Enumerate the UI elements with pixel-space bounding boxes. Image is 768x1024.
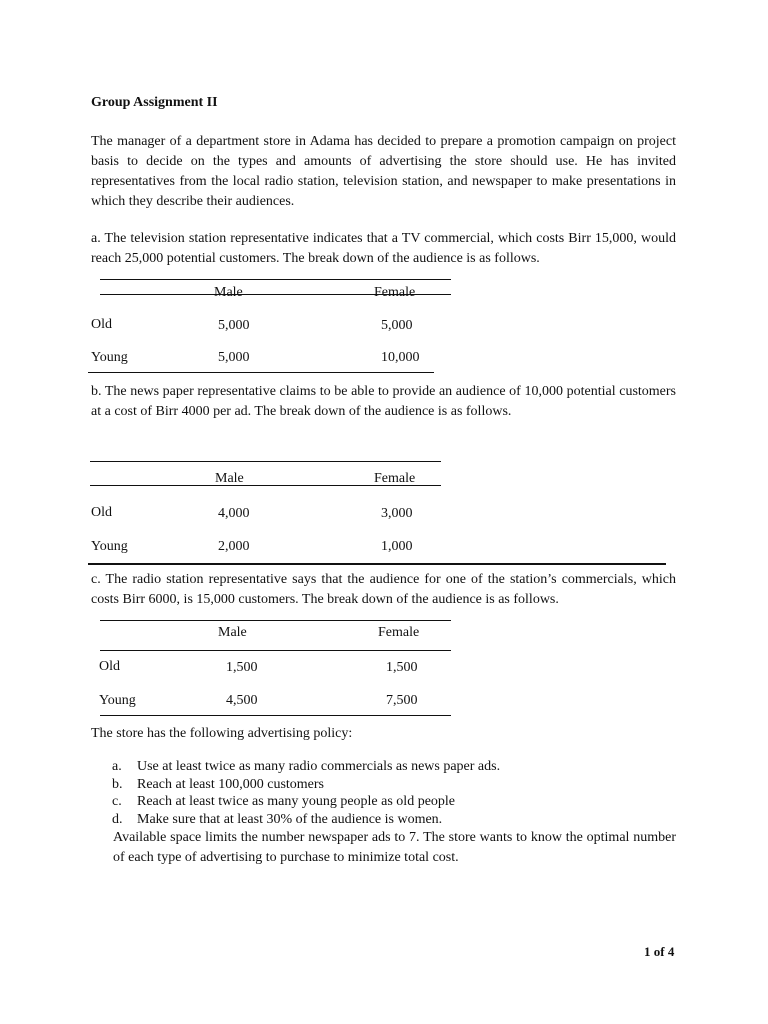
cell-young-female: 1,000 bbox=[381, 539, 413, 554]
cell-old-male: 5,000 bbox=[218, 318, 250, 333]
closing-paragraph: Available space limits the number newspaper ads to 7. The store wants to know the optimal number of each type of advertising to purchase to minimize total cost. bbox=[113, 830, 676, 865]
table-bottom-rule bbox=[100, 715, 451, 716]
list-marker: a. bbox=[112, 759, 122, 774]
list-marker: c. bbox=[112, 794, 122, 809]
cell-old-female: 3,000 bbox=[381, 506, 413, 521]
table-top-rule bbox=[100, 279, 451, 280]
intro-paragraph: The manager of a department store in Adama has decided to prepare a promotion campaign on project basis to decide on the types and amounts of advertising the store should use. He has invited representatives from the local radio station, television station, and newspaper to make presentations in which they describe their audiences. bbox=[91, 134, 676, 209]
list-item bbox=[112, 776, 682, 794]
table-bottom-rule bbox=[88, 372, 434, 373]
column-header-female: Female bbox=[378, 625, 420, 640]
cell-young-male: 2,000 bbox=[218, 539, 250, 554]
list-marker: b. bbox=[112, 776, 123, 792]
list-item bbox=[112, 811, 682, 829]
list-item-text: Reach at least twice as many young people as old people bbox=[137, 794, 456, 809]
page-title: Group Assignment II bbox=[91, 95, 218, 110]
row-label-young: Young bbox=[99, 693, 136, 708]
policy-intro: The store has the following advertising policy: bbox=[91, 726, 353, 741]
table-top-rule bbox=[90, 461, 441, 462]
cell-old-female: 1,500 bbox=[386, 660, 418, 675]
page-number: 1 of 4 bbox=[644, 944, 675, 959]
column-header-male: Male bbox=[215, 471, 244, 486]
cell-young-female: 7,500 bbox=[386, 693, 418, 708]
list-item-text: Use at least twice as many radio commercials as news paper ads. bbox=[137, 759, 501, 774]
list-marker: d. bbox=[112, 811, 123, 827]
section-c-text: c. The radio station representative says that the audience for one of the station’s commercials, which costs Birr 6000, is 15,000 customers. The break down of the audience is as follows. bbox=[91, 572, 676, 607]
cell-old-male: 4,000 bbox=[218, 506, 250, 521]
section-b-text: b. The news paper representative claims to be able to provide an audience of 10,000 potential customers at a cost of Birr 4000 per ad. The break down of the audience is as follows. bbox=[91, 384, 676, 419]
table-bottom-rule bbox=[88, 563, 666, 565]
column-header-male: Male bbox=[218, 625, 247, 640]
section-a-text: a. The television station representative indicates that a TV commercial, which costs Birr 15,000, would reach 25,000 potential customers. The break down of the audience is as follows. bbox=[91, 231, 676, 266]
column-header-male: Male bbox=[214, 285, 243, 300]
row-label-young: Young bbox=[91, 350, 128, 365]
row-label-young: Young bbox=[91, 539, 128, 554]
row-label-old: Old bbox=[91, 505, 112, 520]
cell-old-male: 1,500 bbox=[226, 660, 258, 675]
cell-young-male: 5,000 bbox=[218, 350, 250, 365]
policy-list bbox=[112, 758, 682, 828]
list-item-text: Reach at least 100,000 customers bbox=[137, 776, 325, 792]
table-header-rule bbox=[100, 650, 451, 651]
cell-young-male: 4,500 bbox=[226, 693, 258, 708]
list-item-text: Make sure that at least 30% of the audience is women. bbox=[137, 811, 443, 827]
row-label-old: Old bbox=[91, 317, 112, 332]
column-header-female: Female bbox=[374, 285, 416, 300]
table-top-rule bbox=[100, 620, 451, 621]
list-item bbox=[112, 758, 682, 776]
column-header-female: Female bbox=[374, 471, 416, 486]
cell-old-female: 5,000 bbox=[381, 318, 413, 333]
cell-young-female: 10,000 bbox=[381, 350, 420, 365]
row-label-old: Old bbox=[99, 659, 120, 674]
list-item bbox=[112, 793, 682, 811]
